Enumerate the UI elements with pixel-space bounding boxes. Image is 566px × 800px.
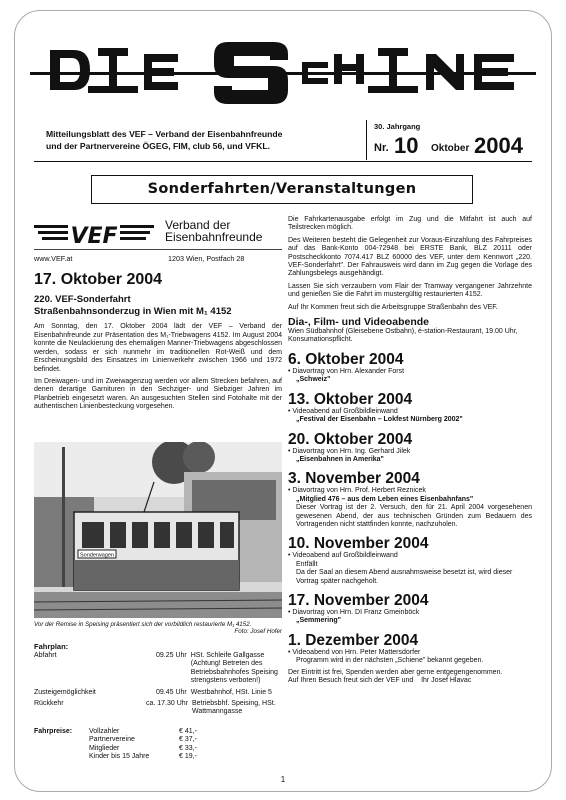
event-list: [288, 351, 532, 666]
event-title: „Eisenbahnen in Amerika": [296, 455, 384, 463]
tram-photo: [34, 442, 282, 618]
event-line: • Diavortrag von Hrn. Prof. Herbert Reznicek: [288, 487, 532, 495]
right-paragraph-3: Lassen Sie sich verzaubern vom Flair der Tramway vergangener Jahrzehnte und genießen Sie die Fahrt im mustergültig restaurierten 4152.: [288, 282, 532, 299]
vef-rule: [34, 249, 282, 250]
article: [34, 271, 282, 412]
preise-row: [89, 745, 279, 753]
vef-logo-text: VEF: [70, 224, 118, 249]
preise-title: Fahrpreise:: [34, 728, 73, 735]
vef-name-line-1: Verband der: [165, 218, 231, 232]
event-date: 17. November 2004: [288, 591, 429, 609]
event-extra: Dieser Vortrag ist der 2. Versuch, den für 21. April 2004 vorgesehenen gewesenen Abend, der aus technischen Gründen zum Bedauern des Vortragenden nicht stattfinden konnte, nachzuholen.: [296, 504, 532, 528]
fahrplan-label: Zusteigemöglichkeit: [34, 688, 96, 696]
preise-row: [89, 728, 279, 736]
event-date: 1. Dezember 2004: [288, 631, 419, 649]
header-divider: [366, 120, 367, 160]
section-title: Sonderfahrten/Veranstaltungen: [91, 175, 473, 204]
event-line: • Diavortrag von Hrn. Ing. Gerhard Jilek: [288, 448, 532, 456]
event-title: „Schweiz": [296, 376, 331, 384]
header-line-2: und der Partnervereine ÖGEG, FIM, club 56, und VFKL.: [46, 141, 270, 151]
right-paragraph-1: Die Fahrkartenausgabe erfolgt im Zug und die Mitfahrt ist auch auf Teilstrecken möglich.: [288, 216, 532, 232]
preise-label: Partnervereine: [89, 736, 135, 744]
fahrplan-destination: Westbahnhof, HSt. Linie 5: [190, 688, 272, 696]
vef-name-line-2: Eisenbahnfreunde: [165, 230, 263, 244]
event-line: • Videoabend auf Großbildleinwand: [288, 408, 532, 416]
photo-credit: Foto: Josef Hofer: [234, 628, 282, 636]
event-date: 6. Oktober 2004: [288, 350, 404, 368]
event-line: • Videoabend auf Großbildleinwand: [288, 552, 532, 560]
event-title: „Semmering": [296, 617, 341, 625]
event-line: • Diavortrag von Hrn. Alexander Forst: [288, 368, 532, 376]
issue-number-label: Nr.: [374, 142, 389, 154]
preise-value: € 41,-: [179, 728, 197, 735]
preise-value: € 33,-: [179, 744, 197, 752]
event-date: 10. November 2004: [288, 535, 429, 553]
vef-logo: [34, 219, 154, 249]
masthead-rail-graphic: [30, 40, 536, 112]
tram-photo-graphic: [34, 442, 282, 618]
photo-caption: [34, 621, 282, 636]
right-column: [288, 216, 532, 685]
article-date: 17. Oktober 2004: [34, 271, 163, 288]
tram-sign: Sonderwagen: [80, 552, 114, 559]
fahrplan-row: [34, 652, 282, 686]
event-date: 13. Oktober 2004: [288, 390, 413, 408]
footer-line-1: Der Eintritt ist frei, Spenden werden aber gerne entgegengenommen.: [288, 668, 503, 676]
event-extra: Programm wird in der nächsten „Schiene" bekannt gegeben.: [296, 657, 484, 665]
issue-month: Oktober: [431, 143, 470, 154]
preise-label: Vollzahler: [89, 728, 120, 735]
preise-table: [89, 728, 279, 762]
vef-address: 1203 Wien, Postfach 28: [168, 254, 245, 263]
issue-number: 10: [394, 133, 419, 158]
dfv-place: Wien Südbahnhof (Gleisebene Ostbahn), é-station-Restaurant, 19.00 Uhr, Konsumationspflicht.: [288, 328, 518, 344]
preise-row: [89, 753, 279, 761]
fahrplan-label: Abfahrt: [34, 652, 57, 659]
fahrplan-time: ca. 17.30 Uhr: [145, 700, 188, 708]
article-paragraph-1: Am Sonntag, den 17. Oktober 2004 lädt der VEF – Verband der Eisenbahnfreunde zur Präsentation des M₁-Triebwagens 4152. Im August 2004 konnte die Neulackierung des ehemaligen Manner-Triebwagens abgeschlossen werden, sodass er sich nunmehr im traditionellen Rot-Weiß und dem Erscheinungsbild des Einsatzes im Linienverkehr zwischen 1966 und 1972 befindet.: [34, 323, 282, 373]
vef-logo-graphic: [34, 219, 154, 249]
right-paragraph-4: Auf Ihr Kommen freut sich die Arbeitsgruppe Straßenbahn des VEF.: [288, 303, 498, 311]
event-title: „Festival der Eisenbahn – Lokfest Nürnberg 2002": [296, 416, 463, 424]
event-date: 20. Oktober 2004: [288, 430, 413, 448]
header-rule: [34, 161, 532, 162]
header-subtitle: [46, 128, 361, 152]
fahrplan-row: [34, 700, 282, 717]
issue-info: [374, 122, 534, 158]
fahrplan-time: 09.25 Uhr: [156, 652, 187, 659]
issue-number-line: [374, 132, 534, 160]
event-date: 3. November 2004: [288, 470, 420, 488]
header-line-1: Mitteilungsblatt des VEF – Verband der Eisenbahnfreunde: [46, 129, 283, 139]
preise-value: € 19,-: [179, 753, 197, 761]
dfv-heading: Dia-, Film- und Videoabende: [288, 316, 429, 329]
preise-row: [89, 736, 279, 744]
preise-value: € 37,-: [179, 736, 197, 744]
jahrgang: 30. Jahrgang: [374, 122, 421, 131]
page-number: 1: [280, 775, 286, 784]
footer-line-2: Auf Ihren Besuch freut sich der VEF und Ihr Josef Hlavac: [288, 677, 472, 684]
vef-name: [165, 219, 262, 243]
fahrplan-destination: HSt. Schleife Gallgasse (Achtung! Betreten des Betriebsbahnhofes Speising strengstens verboten!): [190, 652, 278, 685]
event-extra: Entfällt Da der Saal an diesem Abend ausnahmsweise besetzt ist, wird dieser Vortrag später nachgeholt.: [296, 560, 513, 585]
fahrplan-title: Fahrplan:: [34, 642, 69, 651]
fahrplan-destination: Betriebsbhf. Speising, HSt. Wattmanngasse: [192, 700, 276, 716]
fahrplan-row: [34, 689, 282, 697]
fahrplan-label: Rückkehr: [34, 700, 64, 708]
article-paragraph-2: Im Dreiwagen- und im Zweiwagenzug werden vor allem Strecken befahren, auf denen derartige Garnituren in den Sechziger- und Siebziger Jahren im Planbetrieb eingesetzt waren. An ausgesuchten Stellen sind Fotohalte mit der authentischen Linienbesteckung vorgesehen.: [34, 377, 282, 411]
event-title: „Mitglied 476 – aus dem Leben eines Eisenbahnfans": [296, 495, 474, 503]
fahrplan-time: 09.45 Uhr: [156, 688, 187, 696]
event-line: • Diavortrag von Hrn. DI Franz Gmeinböck: [288, 609, 532, 617]
vef-website[interactable]: www.VEF.at: [34, 254, 73, 263]
article-title-2: Straßenbahnsonderzug in Wien mit M₁ 4152: [34, 306, 232, 317]
caption-text: Vor der Remise in Speising präsentiert sich der vorbildlich restaurierte M₁ 4152.: [34, 621, 252, 628]
event-line: • Videoabend von Hrn. Peter Mattersdorfer: [288, 649, 532, 657]
article-title-1: 220. VEF-Sonderfahrt: [34, 294, 131, 305]
fahrplan-table: [34, 652, 282, 720]
preise-label: Mitglieder: [89, 744, 120, 752]
preise-label: Kinder bis 15 Jahre: [89, 753, 150, 761]
masthead-logo: [30, 40, 536, 112]
issue-year: 2004: [474, 133, 523, 158]
right-paragraph-2: Des Weiteren besteht die Gelegenheit zur Voraus-Einzahlung des Fahrpreises auf das Bank-Konto 004-72948 bei ERSTE Bank, BLZ 20111 oder Postscheckkonto 7074.417 BLZ 60000 des VEF, unter dem Kennwort „220. VEF-Sonderfahrt". Der Fahrausweis wird dann im Zug gegen die Vorlage des Zahlungsbelegs ausgehändigt.: [288, 236, 532, 278]
